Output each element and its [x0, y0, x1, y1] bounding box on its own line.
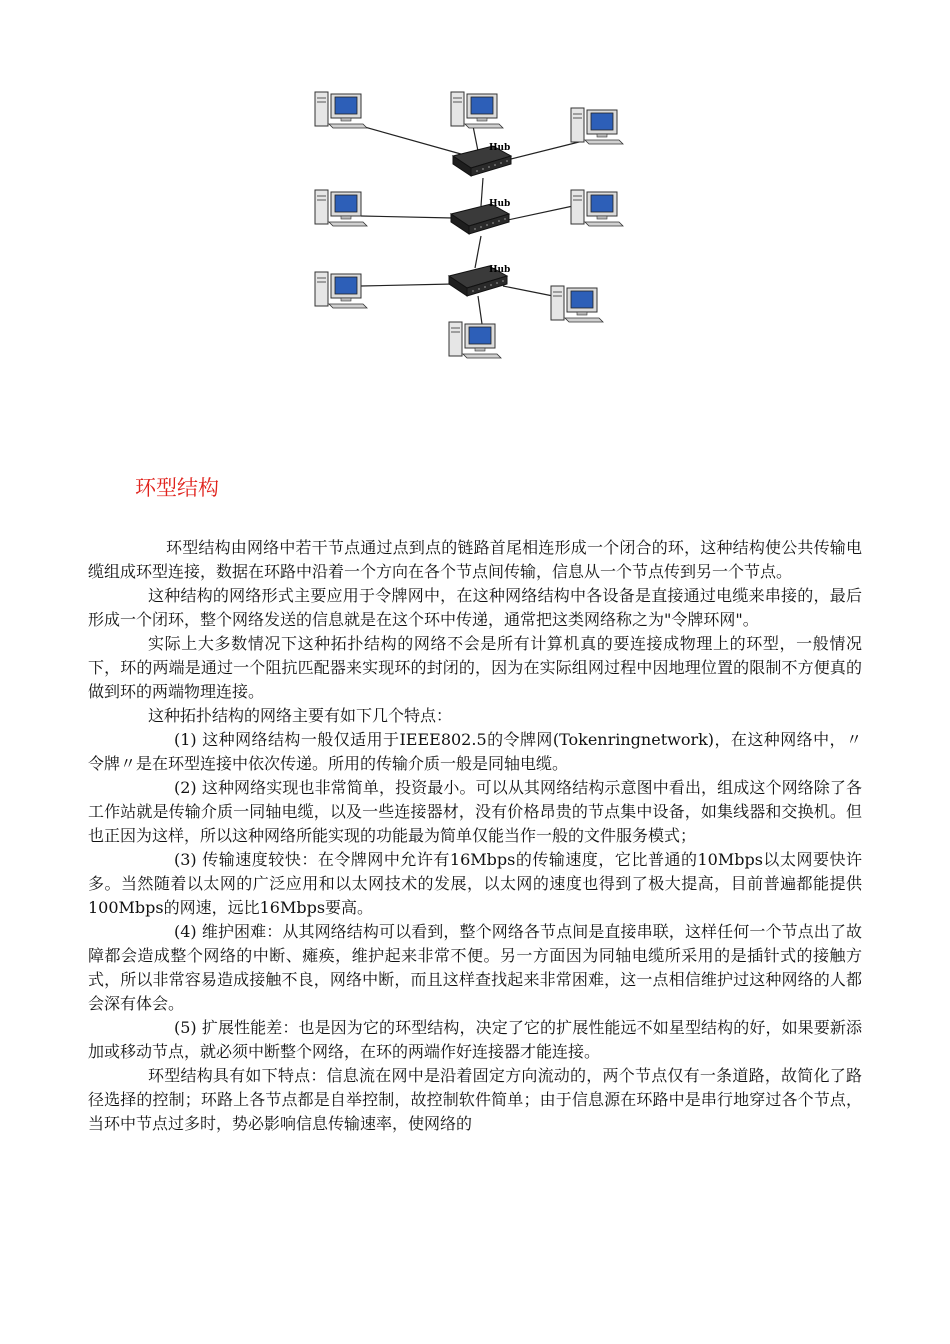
section-heading: 环型结构 — [135, 476, 219, 500]
body-text — [88, 536, 862, 1136]
hub-label: Hub — [489, 143, 511, 153]
workstation-icon — [551, 286, 603, 322]
workstation-icon — [449, 322, 501, 358]
workstation-icon — [315, 92, 367, 128]
workstation-icon — [451, 92, 503, 128]
list-item: (3) 传输速度较快：在令牌网中允许有16Mbps的传输速度，它比普通的10Mbps以太网要快许多。当然随着以太网的广泛应用和以太网技术的发展，以太网的速度也得到了极大提高，目前普遍都能提供100Mbps的网速，远比16Mbps要高。 — [88, 850, 862, 917]
list-item: (4) 维护困难：从其网络结构可以看到，整个网络各节点间是直接串联，这样任何一个节点出了故障都会造成整个网络的中断、瘫痪，维护起来非常不便。另一方面因为同轴电缆所采用的是插针式的接触方式，所以非常容易造成接触不良，网络中断，而且这样查找起来非常困难，这一点相信维护过这种网络的人都会深有体会。 — [88, 922, 862, 1013]
paragraph: 实际上大多数情况下这种拓扑结构的网络不会是所有计算机真的要连接成物理上的环型，一般情况下，环的两端是通过一个阻抗匹配器来实现环的封闭的，因为在实际组网过程中因地理位置的限制不方便真的做到环的两端物理连接。 — [88, 634, 862, 701]
list-item: (1) 这种网络结构一般仅适用于IEEE802.5的令牌网(Tokenringnetwork)，在这种网络中，〃令牌〃是在环型连接中依次传递。所用的传输介质一般是同轴电缆。 — [88, 730, 862, 773]
paragraph: 这种结构的网络形式主要应用于令牌网中，在这种网络结构中各设备是直接通过电缆来串接的，最后形成一个闭环，整个网络发送的信息就是在这个环中传递，通常把这类网络称之为"令牌环网"。 — [88, 586, 862, 629]
workstation-icon — [571, 190, 623, 226]
list-item: (2) 这种网络实现也非常简单，投资最小。可以从其网络结构示意图中看出，组成这个网络除了各工作站就是传输介质一同轴电缆，以及一些连接器材，没有价格昂贵的节点集中设备，如集线器和交换机。但也正因为这样，所以这种网络所能实现的功能最为简单仅能当作一般的文件服务模式； — [88, 778, 862, 845]
paragraph: 环型结构由网络中若干节点通过点到点的链路首尾相连形成一个闭合的环，这种结构使公共传输电缆组成环型连接，数据在环路中沿着一个方向在各个节点间传输，信息从一个节点传到另一个节点。 — [88, 538, 862, 581]
paragraph: 环型结构具有如下特点：信息流在网中是沿着固定方向流动的，两个节点仅有一条道路，故简化了路径选择的控制；环路上各节点都是自举控制，故控制软件简单；由于信息源在环路中是串行地穿过各个节点，当环中节点过多时，势必影响信息传输速率，使网络的 — [88, 1066, 862, 1133]
workstation-icon — [571, 108, 623, 144]
list-item: (5) 扩展性能差：也是因为它的环型结构，决定了它的扩展性能远不如星型结构的好，如果要新添加或移动节点，就必须中断整个网络，在环的两端作好连接器才能连接。 — [88, 1018, 862, 1061]
network-topology-figure — [303, 86, 643, 362]
hub-label: Hub — [489, 199, 511, 209]
workstation-icon — [315, 272, 367, 308]
paragraph: 这种拓扑结构的网络主要有如下几个特点： — [148, 706, 453, 725]
hub-label: Hub — [489, 265, 511, 275]
workstation-icon — [315, 190, 367, 226]
